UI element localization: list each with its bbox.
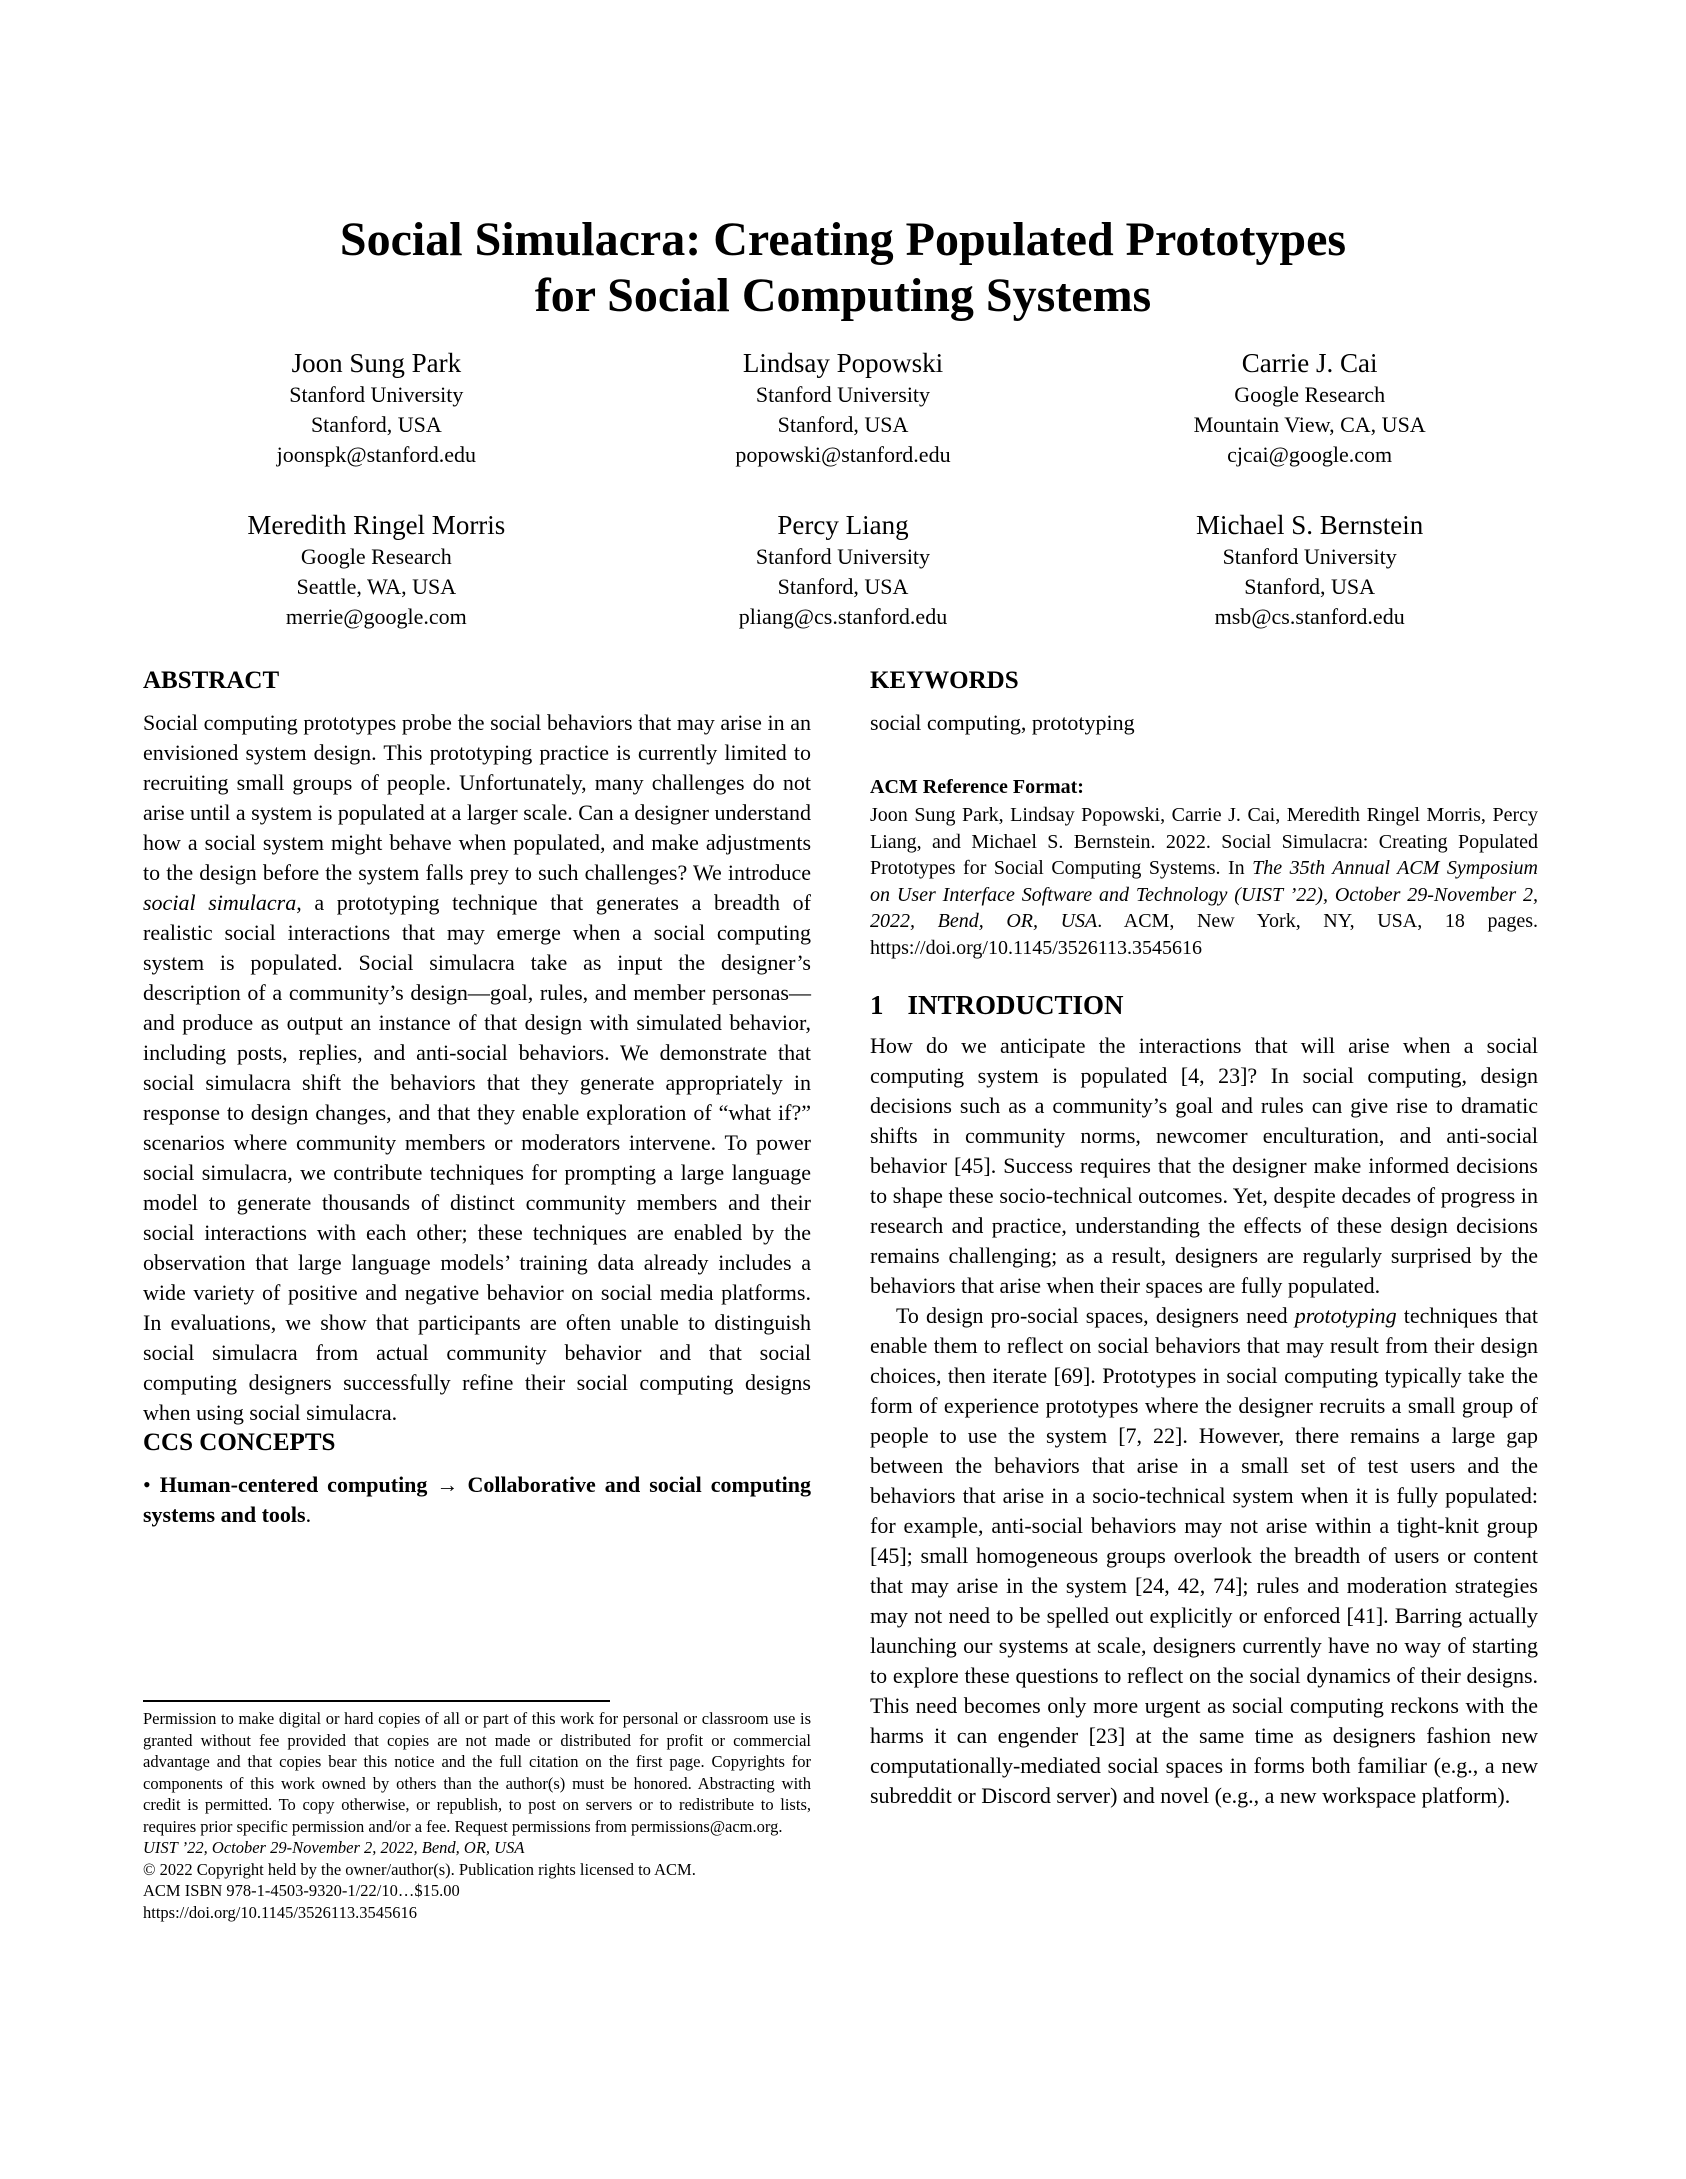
author-name: Michael S. Bernstein [1196,510,1424,540]
author-name: Lindsay Popowski [742,348,944,378]
abstract-heading: ABSTRACT [143,667,280,694]
author-name: Carrie J. Cai [1241,348,1378,378]
author-block-4 [143,508,610,632]
abstract-text: Social computing prototypes probe the social behaviors that may arise in an envisioned system design. This prototyping practice is currently limited to recruiting small groups of people. Unfortunately, many challenges do not arise until a system is populated at a larger scale. Can a designer understand how a social system might behave when populated, and make adjustments to the design before the system falls prey to such challenges? We introduce social simulacra, a prototyping technique that generates a breadth of realistic social interactions that may emerge when a social computing system is populated. Social simulacra take as input the designer’s description of a community’s design—goal, rules, and member personas—and produce as output an instance of that design with simulated behavior, including posts, replies, and anti-social behaviors. We demonstrate that social simulacra shift the behaviors that they generate appropriately in response to design changes, and that they enable exploration of “what if?” scenarios where community members or moderators intervene. To power social simulacra, we contribute techniques for prompting a large language model to generate thousands of distinct community members and their social interactions with each other; these techniques are enabled by the observation that large language models’ training data already includes a wide variety of positive and negative behavior on social media platforms. In evaluations, we show that participants are often unable to distinguish social simulacra from actual community behavior and that social computing designers successfully refine their social computing designs when using social simulacra. [143,710,811,1425]
author-block-1 [143,346,610,470]
acm-reference-heading: ACM Reference Format: [870,776,1084,798]
author-location: Seattle, WA, USA [296,574,457,599]
author-affiliation: Stanford University [1222,544,1397,569]
author-email: pliang@cs.stanford.edu [738,604,948,629]
author-location: Mountain View, CA, USA [1193,412,1426,437]
left-column [143,666,811,1530]
author-block-2 [610,346,1077,470]
author-location: Stanford, USA [310,412,442,437]
footnote-rule [143,1700,610,1702]
doi-link[interactable]: https://doi.org/10.1145/3526113.3545616 [143,1902,417,1922]
section-title: INTRODUCTION [907,990,1124,1020]
author-name: Percy Liang [777,510,909,540]
copyright-block [143,1700,811,1923]
author-email: merrie@google.com [285,604,467,629]
permission-text: Permission to make digital or hard copies of all or part of this work for personal or classroom use is granted without fee provided that copies are not made or distributed for profit or commercial advantage and that copies bear this notice and the full citation on the first page. Copyrights for components of this work owned by others than the author(s) must be honored. Abstracting with credit is permitted. To copy otherwise, or republish, to post on servers or to redistribute to lists, requires prior specific permission and/or a fee. Request permissions from permissions@acm.org. [143,1709,811,1836]
copyright-line: © 2022 Copyright held by the owner/author(s). Publication rights licensed to ACM. [143,1859,696,1879]
right-column [870,666,1538,1811]
author-email: popowski@stanford.edu [735,442,951,467]
ccs-heading: CCS CONCEPTS [143,1429,336,1456]
conference-line: UIST ’22, October 29-November 2, 2022, Bend, OR, USA [143,1838,525,1857]
author-name: Meredith Ringel Morris [247,510,506,540]
introduction-paragraph-2: To design pro-social spaces, designers need prototyping techniques that enable them to reflect on social behaviors that may result from their design choices, then iterate [69]. Prototypes in social computing typically take the form of experience prototypes where the designer recruits a small group of people to use the system [7, 22]. However, there remains a large gap between the behaviors that arise in a small set of test users and the behaviors that arise in a socio-technical system when it is fully populated: for example, anti-social behaviors may not arise within a tight-knit group [45]; small homogeneous groups overlook the breadth of users or content that may arise in the system [24, 42, 74]; rules and moderation strategies may not need to be spelled out explicitly or enforced [41]. Barring actually launching our systems at scale, designers currently have no way of starting to explore these questions to reflect on the social dynamics of their designs. This need becomes only more urgent as social computing reckons with the harms it can engender [23] at the same time as designers fashion new computationally-mediated social spaces in forms both familiar (e.g., a new subreddit or Discord server) and novel (e.g., a new workspace platform). [870,1303,1538,1808]
author-affiliation: Stanford University [289,382,464,407]
author-block-3 [1076,346,1543,470]
acm-reference-text: Joon Sung Park, Lindsay Popowski, Carrie J. Cai, Meredith Ringel Morris, Percy Liang, and Michael S. Bernstein. 2022. Social Simulacra: Creating Populated Prototypes for Social Computing Systems. In The 35th Annual ACM Symposium on User Interface Software and Technology (UIST ’22), October 29-November 2, 2022, Bend, OR, USA. ACM, New York, NY, USA, 18 pages. https://doi.org/10.1145/3526113.3545616 [870,804,1538,959]
paper-title-line-1: Social Simulacra: Creating Populated Prototypes [339,213,1347,266]
author-affiliation: Google Research [1234,382,1386,407]
author-location: Stanford, USA [777,412,909,437]
author-email: joonspk@stanford.edu [276,442,476,467]
authors-row-2 [143,508,1543,632]
paper-title-line-2: for Social Computing Systems [534,269,1152,322]
author-block-5 [610,508,1077,632]
section-number: 1 [870,990,884,1020]
isbn-line: ACM ISBN 978-1-4503-9320-1/22/10…$15.00 [143,1881,460,1900]
keywords-text: social computing, prototyping [870,710,1135,735]
author-block-6 [1076,508,1543,632]
author-location: Stanford, USA [1244,574,1376,599]
author-email: msb@cs.stanford.edu [1214,604,1405,629]
keywords-heading: KEYWORDS [870,667,1019,694]
author-location: Stanford, USA [777,574,909,599]
introduction-heading [870,989,1538,1021]
authors-row-1 [143,346,1543,470]
ccs-text: • Human-centered computing → Collaborative and social computing systems and tools. [143,1472,812,1527]
introduction-paragraph-1: How do we anticipate the interactions that will arise when a social computing system is populated [4, 23]? In social computing, design decisions such as a community’s goal and rules can give rise to dramatic shifts in community norms, newcomer enculturation, and anti-social behavior [45]. Success requires that the designer make informed decisions to shape these socio-technical outcomes. Yet, despite decades of progress in research and practice, understanding the effects of these design decisions remains challenging; as a result, designers are regularly surprised by the behaviors that arise when their spaces are fully populated. [870,1033,1538,1298]
author-affiliation: Stanford University [755,544,931,569]
author-affiliation: Stanford University [755,382,931,407]
author-name: Joon Sung Park [291,348,462,378]
paper-title [143,212,1543,324]
author-affiliation: Google Research [300,544,452,569]
author-email: cjcai@google.com [1227,442,1393,467]
